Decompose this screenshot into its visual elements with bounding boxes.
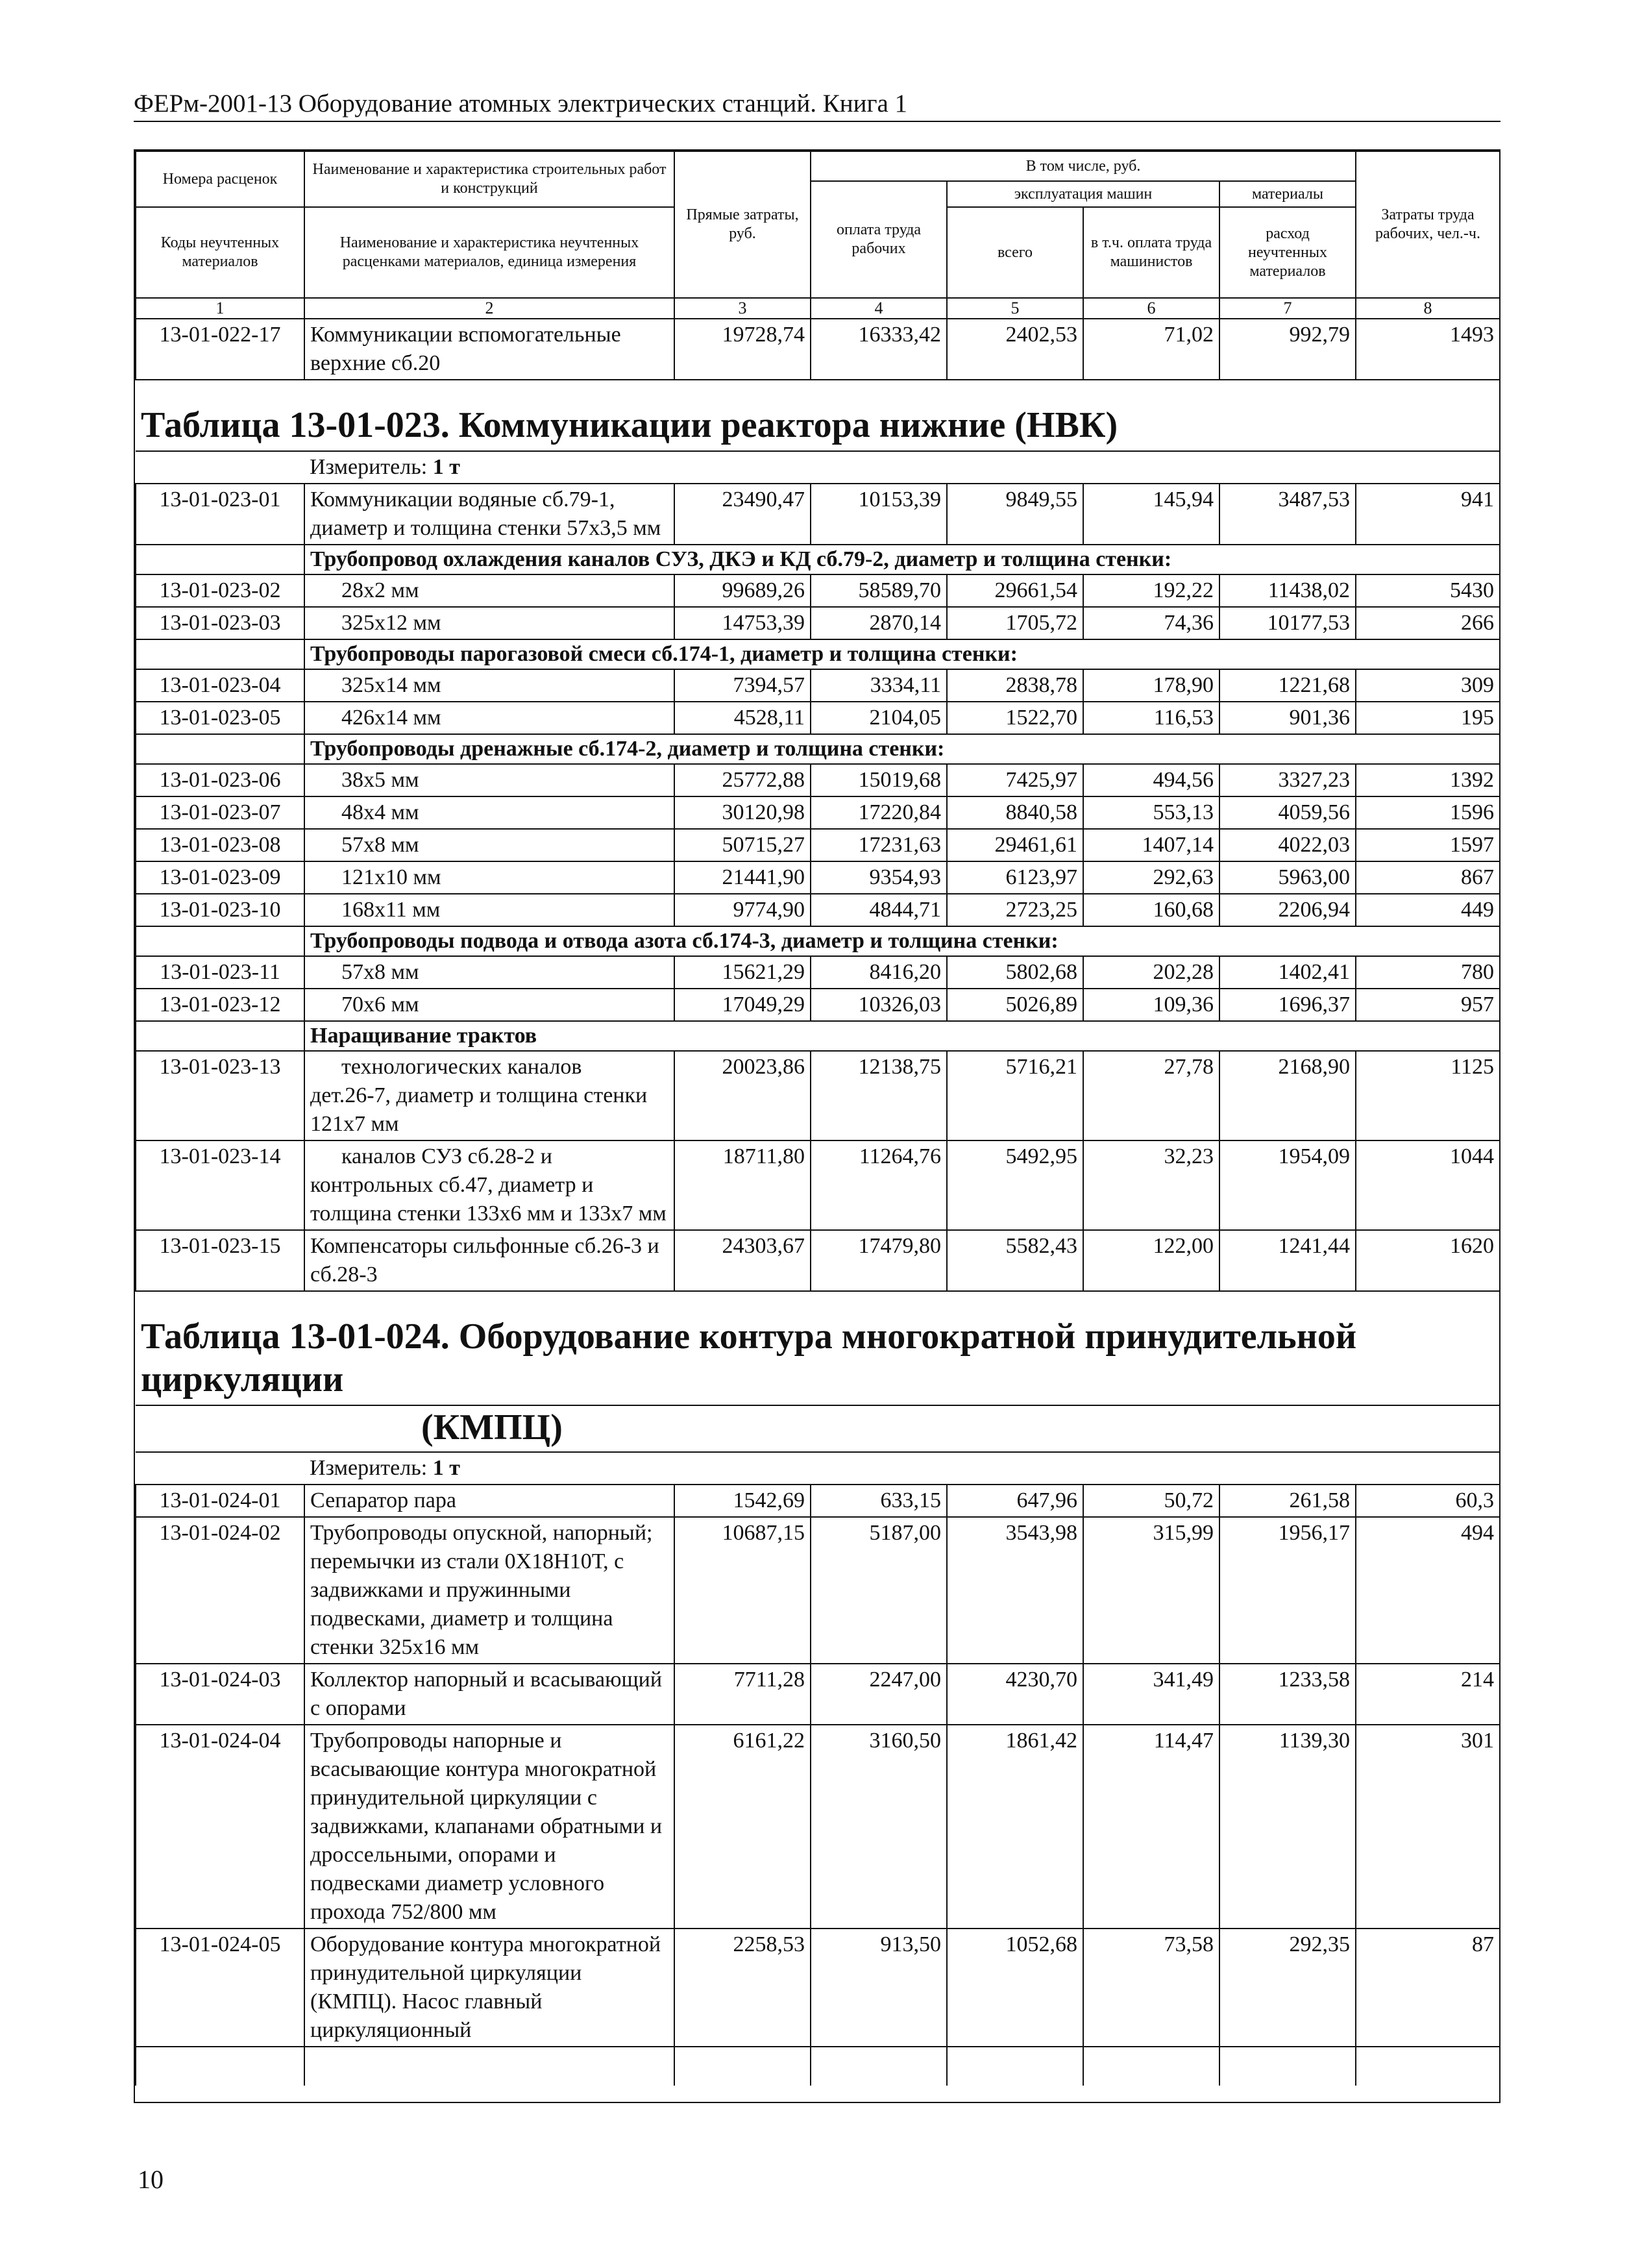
operator-pay: 292,63 <box>1083 861 1219 894</box>
rates-table-frame <box>134 149 1500 2103</box>
worker-pay: 12138,75 <box>811 1051 947 1140</box>
column-number: 2 <box>304 298 674 319</box>
direct-costs: 15621,29 <box>674 956 811 989</box>
table-row <box>136 484 1500 545</box>
col-header-machines-total: всего <box>947 207 1083 298</box>
machines-total: 2723,25 <box>947 894 1083 926</box>
work-name: Трубопроводы напорные и всасывающие контура многократной принудительной циркуляции с задвижками, клапанами обратными и дроссельными, опорами и подвесками диаметр условного прохода 752/800 мм <box>304 1725 674 1929</box>
labor-hours: 957 <box>1356 989 1500 1021</box>
operator-pay: 114,47 <box>1083 1725 1219 1929</box>
worker-pay: 3334,11 <box>811 669 947 702</box>
worker-pay: 8416,20 <box>811 956 947 989</box>
materials: 261,58 <box>1219 1485 1356 1517</box>
work-name-rest: контрольных сб.47, диаметр и толщина стенки 133х6 мм и 133х7 мм <box>310 1173 667 1226</box>
table-row <box>136 956 1500 989</box>
machines-total: 1861,42 <box>947 1725 1083 1929</box>
table-row <box>136 607 1500 639</box>
rate-code: 13-01-022-17 <box>136 319 304 380</box>
worker-pay: 58589,70 <box>811 574 947 607</box>
worker-pay: 9354,93 <box>811 861 947 894</box>
machines-total: 2402,53 <box>947 319 1083 380</box>
rate-code: 13-01-023-04 <box>136 669 304 702</box>
rate-code: 13-01-023-13 <box>136 1051 304 1140</box>
table-023-title-row <box>136 380 1500 451</box>
rate-code: 13-01-023-07 <box>136 796 304 829</box>
operator-pay: 553,13 <box>1083 796 1219 829</box>
labor-hours: 941 <box>1356 484 1500 545</box>
materials: 1233,58 <box>1219 1664 1356 1725</box>
materials: 1221,68 <box>1219 669 1356 702</box>
table-title: Таблица 13-01-023. Коммуникации реактора нижние (НВК) <box>136 380 1500 451</box>
operator-pay: 202,28 <box>1083 956 1219 989</box>
work-name-rest: дет.26-7, диаметр и толщина стенки 121х7 мм <box>310 1083 648 1136</box>
direct-costs: 2258,53 <box>674 1929 811 2047</box>
rate-code: 13-01-023-11 <box>136 956 304 989</box>
materials: 4022,03 <box>1219 829 1356 861</box>
work-name: Коммуникации водяные сб.79-1, диаметр и толщина стенки 57х3,5 мм <box>304 484 674 545</box>
col-header-rate-numbers: Номера расценок <box>136 151 304 207</box>
column-number: 6 <box>1083 298 1219 319</box>
work-name-first-line: каналов СУЗ сб.28-2 и <box>341 1144 552 1168</box>
table-row <box>136 1485 1500 1517</box>
operator-pay: 1407,14 <box>1083 829 1219 861</box>
section-title: Наращивание трактов <box>304 1021 1500 1051</box>
col-header-material-codes: Коды неучтенных материалов <box>136 207 304 298</box>
table-row <box>136 894 1500 926</box>
labor-hours: 1596 <box>1356 796 1500 829</box>
operator-pay: 178,90 <box>1083 669 1219 702</box>
labor-hours: 60,3 <box>1356 1485 1500 1517</box>
col-header-materials-consumption: расход неучтенных материалов <box>1219 207 1356 298</box>
work-name: 70х6 мм <box>304 989 674 1021</box>
worker-pay: 15019,68 <box>811 764 947 796</box>
direct-costs: 6161,22 <box>674 1725 811 1929</box>
materials: 5963,00 <box>1219 861 1356 894</box>
direct-costs: 17049,29 <box>674 989 811 1021</box>
work-name <box>304 1140 674 1230</box>
operator-pay: 122,00 <box>1083 1230 1219 1291</box>
operator-pay: 145,94 <box>1083 484 1219 545</box>
work-name: 38х5 мм <box>304 764 674 796</box>
col-header-including: В том числе, руб. <box>811 151 1356 181</box>
table-row-empty <box>136 2047 1500 2086</box>
rate-code: 13-01-023-09 <box>136 861 304 894</box>
work-name: 121х10 мм <box>304 861 674 894</box>
section-row <box>136 734 1500 764</box>
worker-pay: 10153,39 <box>811 484 947 545</box>
rate-code: 13-01-023-10 <box>136 894 304 926</box>
work-name-first-line: технологических каналов <box>341 1055 582 1079</box>
col-header-material-name: Наименование и характеристика неучтенных расценками материалов, единица измерения <box>304 207 674 298</box>
col-header-work-name: Наименование и характеристика строительных работ и конструкций <box>304 151 674 207</box>
table-row <box>136 764 1500 796</box>
materials: 11438,02 <box>1219 574 1356 607</box>
work-name <box>304 1051 674 1140</box>
rate-code: 13-01-024-01 <box>136 1485 304 1517</box>
materials: 2206,94 <box>1219 894 1356 926</box>
machines-total: 8840,58 <box>947 796 1083 829</box>
page-number: 10 <box>138 2165 164 2194</box>
labor-hours: 1597 <box>1356 829 1500 861</box>
col-header-labor-hours: Затраты труда рабочих, чел.-ч. <box>1356 151 1500 298</box>
column-number: 3 <box>674 298 811 319</box>
labor-hours: 1125 <box>1356 1051 1500 1140</box>
work-name: Сепаратор пара <box>304 1485 674 1517</box>
section-title: Трубопровод охлаждения каналов СУЗ, ДКЭ и КД сб.79-2, диаметр и толщина стенки: <box>304 545 1500 574</box>
work-name: 325х14 мм <box>304 669 674 702</box>
machines-total: 1522,70 <box>947 702 1083 734</box>
work-name: Оборудование контура многократной принудительной циркуляции (КМПЦ). Насос главный циркуляционный <box>304 1929 674 2047</box>
labor-hours: 266 <box>1356 607 1500 639</box>
machines-total: 4230,70 <box>947 1664 1083 1725</box>
labor-hours: 494 <box>1356 1517 1500 1664</box>
table-024-title-row-2 <box>136 1405 1500 1452</box>
direct-costs: 9774,90 <box>674 894 811 926</box>
materials: 2168,90 <box>1219 1051 1356 1140</box>
rate-code: 13-01-023-03 <box>136 607 304 639</box>
section-row <box>136 545 1500 574</box>
worker-pay: 3160,50 <box>811 1725 947 1929</box>
materials: 1402,41 <box>1219 956 1356 989</box>
col-header-worker-pay: оплата труда рабочих <box>811 181 947 298</box>
rate-code: 13-01-024-02 <box>136 1517 304 1664</box>
worker-pay: 16333,42 <box>811 319 947 380</box>
col-header-direct-costs: Прямые затраты, руб. <box>674 151 811 298</box>
direct-costs: 50715,27 <box>674 829 811 861</box>
machines-total: 1052,68 <box>947 1929 1083 2047</box>
machines-total: 6123,97 <box>947 861 1083 894</box>
measure-value: 1 т <box>432 455 460 479</box>
work-name: 168х11 мм <box>304 894 674 926</box>
work-name: 57х8 мм <box>304 956 674 989</box>
materials: 1139,30 <box>1219 1725 1356 1929</box>
machines-total: 5492,95 <box>947 1140 1083 1230</box>
labor-hours: 195 <box>1356 702 1500 734</box>
materials: 992,79 <box>1219 319 1356 380</box>
materials: 1954,09 <box>1219 1140 1356 1230</box>
section-row <box>136 639 1500 669</box>
work-name: 325х12 мм <box>304 607 674 639</box>
direct-costs: 21441,90 <box>674 861 811 894</box>
materials: 10177,53 <box>1219 607 1356 639</box>
materials: 3327,23 <box>1219 764 1356 796</box>
materials: 1956,17 <box>1219 1517 1356 1664</box>
operator-pay: 71,02 <box>1083 319 1219 380</box>
table-row <box>136 1230 1500 1291</box>
operator-pay: 50,72 <box>1083 1485 1219 1517</box>
machines-total: 647,96 <box>947 1485 1083 1517</box>
direct-costs: 10687,15 <box>674 1517 811 1664</box>
table-row <box>136 861 1500 894</box>
table-row <box>136 1664 1500 1725</box>
direct-costs: 7394,57 <box>674 669 811 702</box>
labor-hours: 309 <box>1356 669 1500 702</box>
table-row <box>136 1929 1500 2047</box>
worker-pay: 5187,00 <box>811 1517 947 1664</box>
column-number: 1 <box>136 298 304 319</box>
measure-row <box>136 1452 1500 1485</box>
labor-hours: 5430 <box>1356 574 1500 607</box>
section-title: Трубопроводы парогазовой смеси сб.174-1, диаметр и толщина стенки: <box>304 639 1500 669</box>
labor-hours: 780 <box>1356 956 1500 989</box>
direct-costs: 7711,28 <box>674 1664 811 1725</box>
worker-pay: 17231,63 <box>811 829 947 861</box>
direct-costs: 20023,86 <box>674 1051 811 1140</box>
table-row <box>136 702 1500 734</box>
materials: 1241,44 <box>1219 1230 1356 1291</box>
work-name: 28х2 мм <box>304 574 674 607</box>
rates-table <box>135 151 1500 2086</box>
rate-code: 13-01-023-05 <box>136 702 304 734</box>
table-title: Таблица 13-01-024. Оборудование контура многократной принудительной циркуляции <box>136 1291 1500 1405</box>
table-row <box>136 989 1500 1021</box>
machines-total: 9849,55 <box>947 484 1083 545</box>
section-title: Трубопроводы подвода и отвода азота сб.174-3, диаметр и толщина стенки: <box>304 926 1500 956</box>
labor-hours: 449 <box>1356 894 1500 926</box>
direct-costs: 1542,69 <box>674 1485 811 1517</box>
direct-costs: 99689,26 <box>674 574 811 607</box>
operator-pay: 73,58 <box>1083 1929 1219 2047</box>
materials: 901,36 <box>1219 702 1356 734</box>
rate-code: 13-01-023-01 <box>136 484 304 545</box>
table-row <box>136 669 1500 702</box>
labor-hours: 301 <box>1356 1725 1500 1929</box>
worker-pay: 2870,14 <box>811 607 947 639</box>
table-row <box>136 796 1500 829</box>
worker-pay: 17220,84 <box>811 796 947 829</box>
work-name: Компенсаторы сильфонные сб.26-3 и сб.28-3 <box>304 1230 674 1291</box>
materials: 3487,53 <box>1219 484 1356 545</box>
rate-code: 13-01-023-14 <box>136 1140 304 1230</box>
worker-pay: 10326,03 <box>811 989 947 1021</box>
table-024-title-row <box>136 1291 1500 1405</box>
direct-costs: 4528,11 <box>674 702 811 734</box>
table-row <box>136 1051 1500 1140</box>
col-header-operator-pay: в т.ч. оплата труда машинистов <box>1083 207 1219 298</box>
labor-hours: 1392 <box>1356 764 1500 796</box>
operator-pay: 74,36 <box>1083 607 1219 639</box>
direct-costs: 18711,80 <box>674 1140 811 1230</box>
measure-unit <box>304 1452 1500 1485</box>
machines-total: 5582,43 <box>947 1230 1083 1291</box>
col-header-machines: эксплуатация машин <box>947 181 1219 207</box>
table-row <box>136 1140 1500 1230</box>
direct-costs: 30120,98 <box>674 796 811 829</box>
labor-hours: 1620 <box>1356 1230 1500 1291</box>
machines-total: 5716,21 <box>947 1051 1083 1140</box>
rate-code: 13-01-024-03 <box>136 1664 304 1725</box>
operator-pay: 27,78 <box>1083 1051 1219 1140</box>
direct-costs: 19728,74 <box>674 319 811 380</box>
worker-pay: 913,50 <box>811 1929 947 2047</box>
worker-pay: 2104,05 <box>811 702 947 734</box>
column-number: 4 <box>811 298 947 319</box>
rate-code: 13-01-023-15 <box>136 1230 304 1291</box>
rate-code: 13-01-023-02 <box>136 574 304 607</box>
col-header-materials: материалы <box>1219 181 1356 207</box>
work-name: 57х8 мм <box>304 829 674 861</box>
operator-pay: 160,68 <box>1083 894 1219 926</box>
worker-pay: 633,15 <box>811 1485 947 1517</box>
measure-label: Измеритель: <box>310 455 428 479</box>
page-header: ФЕРм-2001-13 Оборудование атомных электрических станций. Книга 1 <box>134 88 1500 122</box>
table-row <box>136 574 1500 607</box>
labor-hours: 214 <box>1356 1664 1500 1725</box>
direct-costs: 23490,47 <box>674 484 811 545</box>
column-number: 8 <box>1356 298 1500 319</box>
machines-total: 29461,61 <box>947 829 1083 861</box>
column-number: 5 <box>947 298 1083 319</box>
machines-total: 2838,78 <box>947 669 1083 702</box>
measure-row <box>136 451 1500 484</box>
work-name: Коммуникации вспомогательные верхние сб.20 <box>304 319 674 380</box>
operator-pay: 341,49 <box>1083 1664 1219 1725</box>
materials: 292,35 <box>1219 1929 1356 2047</box>
section-row <box>136 1021 1500 1051</box>
section-row <box>136 926 1500 956</box>
worker-pay: 11264,76 <box>811 1140 947 1230</box>
machines-total: 7425,97 <box>947 764 1083 796</box>
machines-total: 29661,54 <box>947 574 1083 607</box>
worker-pay: 2247,00 <box>811 1664 947 1725</box>
measure-unit <box>304 451 1500 484</box>
machines-total: 3543,98 <box>947 1517 1083 1664</box>
operator-pay: 494,56 <box>1083 764 1219 796</box>
worker-pay: 4844,71 <box>811 894 947 926</box>
operator-pay: 192,22 <box>1083 574 1219 607</box>
column-number: 7 <box>1219 298 1356 319</box>
column-numbers-row <box>136 298 1500 319</box>
table-row <box>136 1517 1500 1664</box>
materials: 1696,37 <box>1219 989 1356 1021</box>
direct-costs: 25772,88 <box>674 764 811 796</box>
worker-pay: 17479,80 <box>811 1230 947 1291</box>
work-name: Трубопроводы опускной, напорный; перемычки из стали 0Х18Н10Т, с задвижками и пружинными подвесками, диаметр и толщина стенки 325х16 мм <box>304 1517 674 1664</box>
operator-pay: 315,99 <box>1083 1517 1219 1664</box>
rate-code: 13-01-024-05 <box>136 1929 304 2047</box>
labor-hours: 867 <box>1356 861 1500 894</box>
materials: 4059,56 <box>1219 796 1356 829</box>
labor-hours: 87 <box>1356 1929 1500 2047</box>
section-title: Трубопроводы дренажные сб.174-2, диаметр и толщина стенки: <box>304 734 1500 764</box>
measure-label: Измеритель: <box>310 1456 428 1480</box>
direct-costs: 24303,67 <box>674 1230 811 1291</box>
operator-pay: 32,23 <box>1083 1140 1219 1230</box>
operator-pay: 109,36 <box>1083 989 1219 1021</box>
work-name: 48х4 мм <box>304 796 674 829</box>
direct-costs: 14753,39 <box>674 607 811 639</box>
rate-code: 13-01-023-06 <box>136 764 304 796</box>
operator-pay: 116,53 <box>1083 702 1219 734</box>
machines-total: 5802,68 <box>947 956 1083 989</box>
table-row <box>136 319 1500 380</box>
work-name: 426х14 мм <box>304 702 674 734</box>
rate-code: 13-01-023-08 <box>136 829 304 861</box>
table-title-continued: (КМПЦ) <box>136 1405 1500 1452</box>
table-row <box>136 829 1500 861</box>
labor-hours: 1044 <box>1356 1140 1500 1230</box>
machines-total: 1705,72 <box>947 607 1083 639</box>
machines-total: 5026,89 <box>947 989 1083 1021</box>
work-name: Коллектор напорный и всасывающий с опорами <box>304 1664 674 1725</box>
rate-code: 13-01-024-04 <box>136 1725 304 1929</box>
labor-hours: 1493 <box>1356 319 1500 380</box>
rate-code: 13-01-023-12 <box>136 989 304 1021</box>
measure-value: 1 т <box>432 1456 460 1480</box>
table-row <box>136 1725 1500 1929</box>
